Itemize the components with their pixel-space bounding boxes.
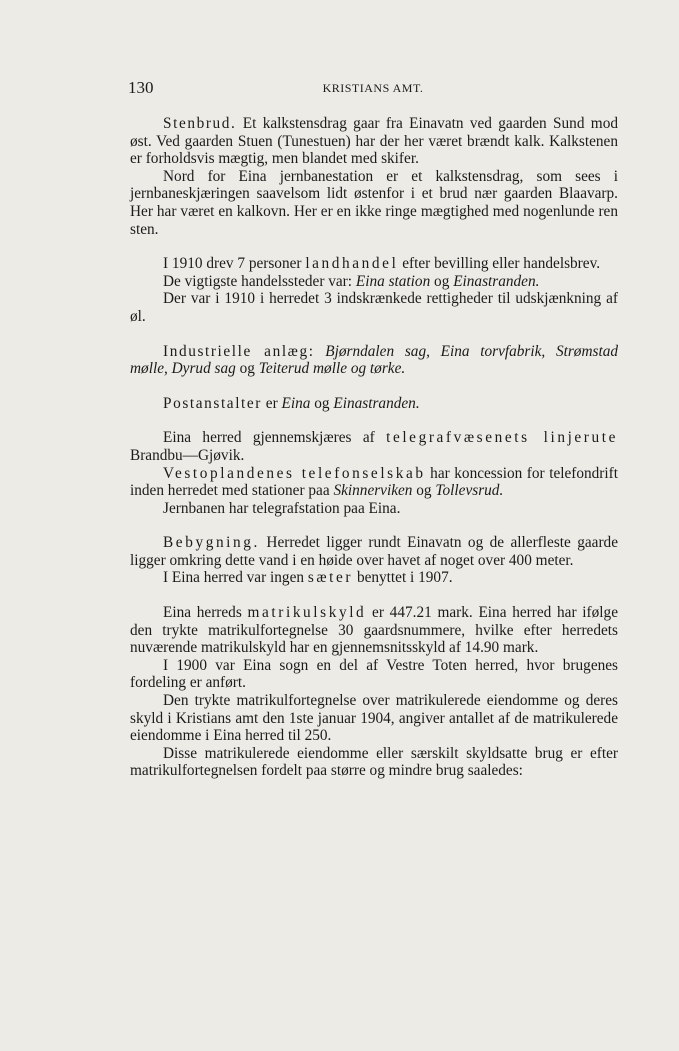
industri-places-2: Teiterud mølle og tørke. <box>258 360 406 378</box>
paragraph-jernbane: Jernbanen har telegrafstation paa Eina. <box>163 499 401 517</box>
telefon-tollevsrud: Tollevsrud. <box>435 482 504 500</box>
telefon-skinnerviken: Skinnerviken <box>333 482 413 500</box>
place-einastranden: Einastranden. <box>453 272 540 290</box>
post-eina: Eina <box>281 394 311 412</box>
bebygning-text: Herredet ligger rundt Einavatn og de allerfleste gaarde ligger omkring dette vand i en høide over havet af noget over 400 meter. <box>130 534 618 569</box>
post-einastranden: Einastranden. <box>333 394 420 412</box>
paragraph-handel-3: Der var i 1910 i herredet 3 indskrænkede rettigheder til udskjænkning af øl. <box>130 290 618 325</box>
industri-og: og <box>235 360 259 378</box>
term-landhandel: landhandel <box>305 255 399 273</box>
body-text <box>130 115 618 780</box>
post-er: er <box>261 394 282 412</box>
paragraph-telefon <box>130 465 618 500</box>
term-saeter: sæter <box>307 569 354 587</box>
industri-places-1: Bjørndalen sag, Eina torvfabrik, Strømstad mølle, Dyrud sag <box>130 342 618 378</box>
matrikul-post: er 447.21 mark. Eina herred har ifølge den trykte matrikulfortegnelse 30 gaardsnummere, hvilke efter herredets nuværende matrikulskyld har en gjennemsnitsskyld af 14.90 mark. <box>130 604 618 657</box>
handel-2-pre: De vigtigste handelssteder var: <box>163 272 356 290</box>
paragraph-industri <box>130 343 618 378</box>
saeter-post: benyttet i 1907. <box>353 569 453 587</box>
paragraph-1900: I 1900 var Eina sogn en del af Vestre Toten herred, hvor brugenes fordeling er anført. <box>130 656 618 692</box>
paragraph-bebygning <box>130 534 618 569</box>
paragraph-nord: Nord for Eina jernbanestation er et kalkstensdrag, som sees i jernbaneskjæringen saavelsom lidt østenfor i et brud nær gaarden Blaavarp. Her har været en kalkovn. Her er en ikke ringe mægtighed med nogenlunde ren sten. <box>130 167 618 238</box>
paragraph-trykte: Den trykte matrikulfortegnelse over matrikulerede eiendomme og deres skyld i Kristians amt den 1ste januar 1904, angiver antallet af de matrikulerede eiendomme i Eina herred til 250. <box>130 692 618 745</box>
telefon-og: og <box>412 482 436 500</box>
term-matrikulskyld: matrikulskyld <box>247 604 367 622</box>
term-postanstalter: Postanstalter <box>163 394 262 412</box>
telegraf-post: Brandbu—Gjøvik. <box>130 446 245 464</box>
term-bebygning: Bebygning. <box>163 534 260 552</box>
paragraph-disse: Disse matrikulerede eiendomme eller særskilt skyldsatte brug er efter matrikulfortegnelsen fordelt paa større og mindre brug saaledes: <box>130 744 618 780</box>
handel-2-mid: og <box>430 272 454 290</box>
paragraph-saeter <box>130 569 618 587</box>
paragraph-stenbrud-text: Et kalkstensdrag gaar fra Einavatn ved gaarden Sund mod øst. Ved gaarden Stuen (Tunestuen) har der her været brændt kalk. Kalkstenen er forholdsvis mægtig, men blandet med skifer. <box>130 115 618 168</box>
matrikul-pre: Eina herreds <box>163 604 248 622</box>
paragraph-handel-2 <box>130 273 618 291</box>
running-title: KRISTIANS AMT. <box>322 81 424 95</box>
post-og: og <box>310 394 334 412</box>
term-vestoplandenes-telefonselskab: Vestoplandenes telefonselskab <box>163 464 426 482</box>
page-header <box>128 78 618 100</box>
term-telegrafvaesenets-linjerute: telegrafvæsenets linjerute <box>386 429 618 447</box>
paragraph-post <box>130 395 618 413</box>
saeter-pre: I Eina herred var ingen <box>163 569 308 587</box>
place-eina-station: Eina station <box>355 272 431 290</box>
handel-1-post: efter bevilling eller handelsbrev. <box>398 255 601 273</box>
paragraph-matrikul <box>130 604 618 657</box>
paragraph-stenbrud <box>130 115 618 168</box>
telefon-text: har koncession for telefondrift inden herredet med stationer paa <box>130 464 618 500</box>
paragraph-handel-1 <box>130 255 618 273</box>
telegraf-pre: Eina herred gjennemskjæres af <box>163 429 387 447</box>
page-number: 130 <box>128 78 154 97</box>
paragraph-telegraf <box>130 429 618 464</box>
term-stenbrud: Stenbrud. <box>163 115 237 132</box>
handel-1-pre: I 1910 drev 7 personer <box>163 255 306 273</box>
term-industrielle-anlaeg: Industrielle anlæg: <box>163 342 315 360</box>
